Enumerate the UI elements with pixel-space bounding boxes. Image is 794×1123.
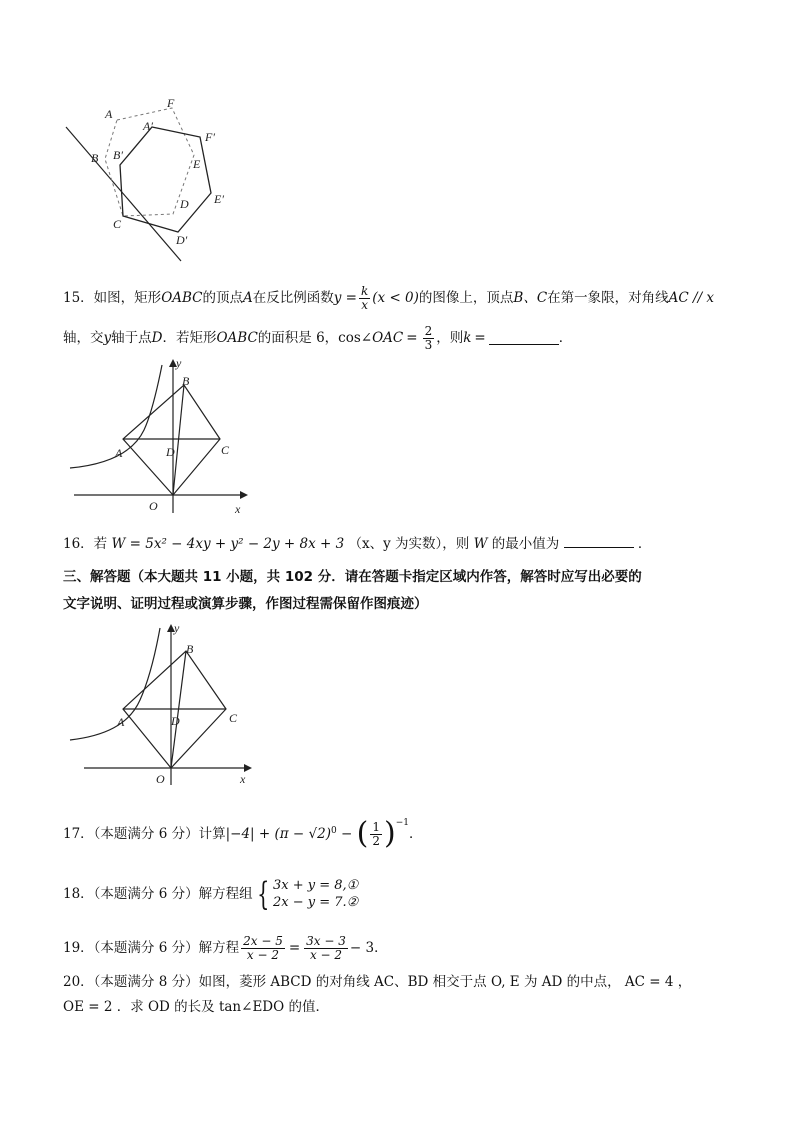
q15-line1: [63, 280, 714, 316]
q15-k: k: [463, 330, 472, 346]
q15-A: A: [243, 290, 253, 306]
q15-line2d: 的面积是 6，cos∠: [257, 330, 373, 346]
q17-exp-neg1: −1: [395, 818, 409, 828]
label-D: D: [171, 714, 180, 728]
q16-W: W: [473, 536, 488, 552]
q17-exp0: 0: [331, 826, 337, 836]
q18-brace: {: [256, 875, 269, 913]
label-A: A: [105, 107, 113, 121]
q15-func-den: x: [361, 297, 369, 312]
q15-OABC: OABC: [161, 290, 203, 306]
q15-t2: 在反比例函数: [252, 290, 334, 306]
q19-f1-num: 2x − 5: [243, 933, 283, 948]
q15-func-num: k: [361, 283, 369, 298]
q16-prefix: 16．若: [63, 536, 108, 552]
q15-ACx: AC // x: [668, 290, 715, 306]
q19-f1-den: x − 2: [246, 947, 280, 962]
q15-func-lhs: y =: [333, 290, 357, 306]
q16-answer-blank[interactable]: [564, 535, 634, 548]
q15-t3: 的图像上，顶点: [418, 290, 514, 306]
q15-D: D: [151, 330, 163, 346]
q17-paren-open: (: [356, 816, 369, 851]
label-E-prime: E′: [214, 192, 224, 206]
label-C: C: [113, 217, 122, 231]
q19-eq: =: [288, 940, 301, 956]
x-axis-arrow: [244, 764, 252, 772]
q15-func-cond: (x < 0): [372, 290, 419, 306]
q15-yaxis: y: [103, 330, 112, 346]
q15-func-fraction: [359, 285, 370, 312]
label-B: B: [182, 374, 190, 388]
label-C: C: [221, 443, 230, 457]
q20-line2: OE = 2 ．求 OD 的长及 tan∠EDO 的值．: [63, 999, 329, 1015]
label-x: x: [235, 502, 241, 516]
q15-t1: 的顶点: [202, 290, 244, 306]
q19-f2-den: x − 2: [309, 947, 343, 962]
q15-prefix: 15．如图，矩形: [63, 290, 162, 306]
label-A: A: [117, 715, 125, 729]
q19-tail: − 3．: [349, 940, 388, 956]
label-C: C: [229, 711, 238, 725]
hyperbola-curve: [70, 628, 160, 740]
q17-expr-a: |−4| + (π − √2): [225, 826, 331, 842]
q15-line2e: ，则: [436, 330, 464, 346]
q15-end: ．: [558, 330, 573, 346]
label-B: B: [186, 642, 194, 656]
label-O: O: [149, 499, 158, 513]
hexagon-rotation-figure: [60, 95, 260, 265]
rectangle-hyperbola-figure-2: [64, 620, 254, 790]
q15-line2a: 轴，交: [63, 330, 104, 346]
label-y: y: [174, 621, 180, 635]
q17-end: ．: [409, 826, 423, 842]
q15-line2f: =: [474, 330, 486, 346]
q19-f2-num: 3x − 3: [306, 933, 346, 948]
q16-cond: （x、y 为实数），则: [348, 536, 470, 552]
q17-minus: −: [336, 826, 357, 842]
q18-eq2: 2x − y = 7.②: [272, 895, 359, 910]
q15-line2c: ．若矩形: [162, 330, 217, 346]
rectangle-hyperbola-figure-1: [62, 355, 252, 520]
label-A-prime: A′: [143, 119, 153, 133]
q17-prefix: 17．（本题满分 6 分）计算: [63, 826, 226, 842]
q17-half-fraction: [370, 821, 382, 848]
tangent-line: [66, 127, 181, 261]
label-F: F: [167, 96, 175, 110]
label-y: y: [176, 356, 182, 370]
label-E: E: [193, 157, 201, 171]
q15-OABC2: OABC: [216, 330, 258, 346]
label-x: x: [240, 772, 246, 786]
q16-end: ．: [637, 536, 652, 552]
q18-system: [273, 877, 358, 911]
q19: [63, 930, 388, 966]
q16-expr: W = 5x² − 4xy + y² − 2y + 8x + 3: [111, 536, 345, 552]
q16: [63, 535, 651, 553]
q17-paren-close: ): [384, 816, 396, 851]
q15-cos-num: 2: [424, 323, 433, 338]
label-D-prime: D′: [176, 233, 188, 247]
q19-prefix: 19．（本题满分 6 分）解方程: [63, 940, 240, 956]
q17: [63, 812, 423, 856]
label-O: O: [156, 772, 165, 786]
x-axis-arrow: [240, 491, 248, 499]
q15-eq: =: [406, 330, 418, 346]
label-F-prime: F′: [205, 130, 215, 144]
q15-cos-fraction: [423, 325, 435, 352]
diagonal-OB: [173, 385, 184, 495]
label-D: D: [180, 197, 189, 211]
q19-fraction-2: [304, 935, 348, 962]
q18-prefix: 18．（本题满分 6 分）解方程组: [63, 886, 253, 902]
label-B: B: [91, 151, 99, 165]
solid-hexagon: [120, 127, 211, 232]
label-A: A: [115, 446, 123, 460]
q20-line1: 20．（本题满分 8 分）如图，菱形 ABCD 的对角线 AC、BD 相交于点 O, E 为 AD 的中点， AC = 4 ，: [63, 974, 692, 990]
section3-line2: 文字说明、证明过程或演算步骤，作图过程需保留作图痕迹）: [63, 596, 428, 612]
q15-answer-blank[interactable]: [489, 332, 559, 345]
q18: [63, 872, 358, 916]
label-B-prime: B′: [113, 148, 123, 162]
section3-line1: 三、解答题（本大题共 11 小题，共 102 分．请在答题卡指定区域内作答，解答时应写出必要的: [63, 569, 642, 585]
q17-half-num: 1: [372, 819, 380, 834]
q15-BC: B、C: [513, 290, 548, 306]
q15-OAC: OAC: [372, 330, 404, 346]
q19-fraction-1: [241, 935, 285, 962]
q15-cos-den: 3: [424, 337, 433, 352]
q18-eq1: 3x + y = 8,①: [272, 878, 359, 893]
label-D: D: [166, 445, 175, 459]
q16-suffix: 的最小值为: [491, 536, 560, 552]
q15-t4: 在第一象限，对角线: [547, 290, 669, 306]
q15-line2: [63, 320, 572, 356]
q15-line2b: 轴于点: [111, 330, 152, 346]
q17-half-den: 2: [372, 833, 380, 848]
